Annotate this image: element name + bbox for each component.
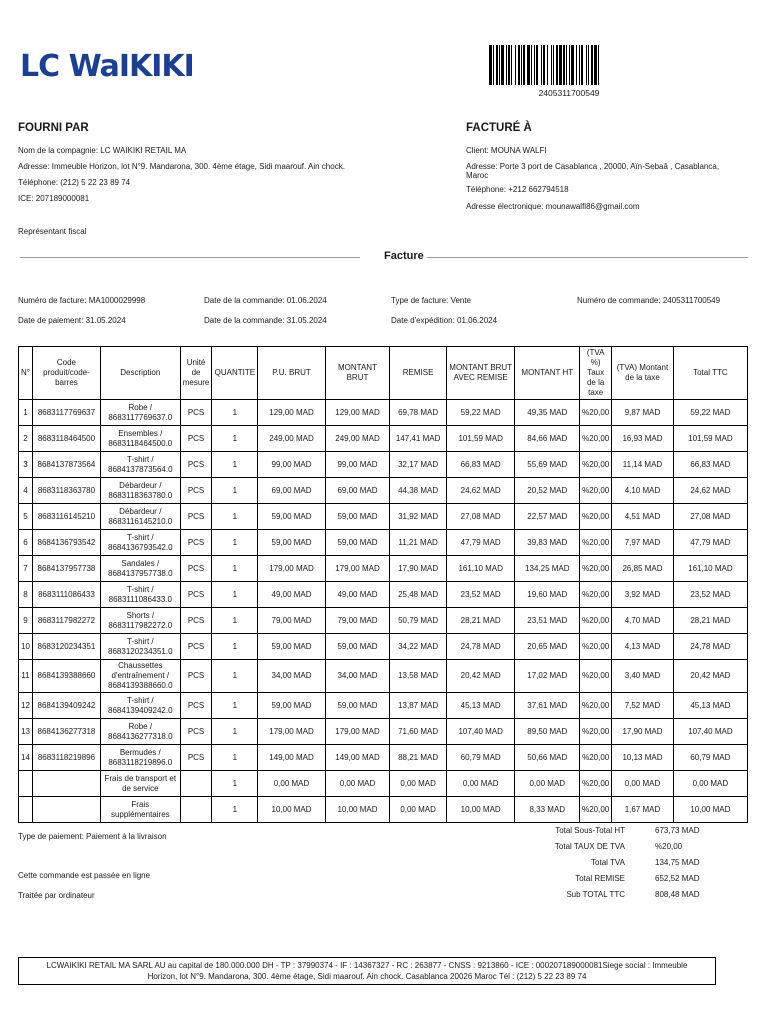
table-cell: 8683118219896 [32,745,100,771]
table-cell: %20,00 [580,582,612,608]
tax-representative: Représentant fiscal [18,227,87,236]
supplier-company: Nom de la compagnie: LC WAIKIKI RETAIL MA [18,146,187,155]
table-cell: %20,00 [580,452,612,478]
table-cell: 3,40 MAD [612,660,674,693]
table-cell: 8683118464500 [32,426,100,452]
table-cell: 107,40 MAD [446,719,515,745]
table-cell: PCS [180,582,212,608]
table-cell: 0,00 MAD [612,771,674,797]
supplier-phone: Téléphone: (212) 5 22 23 89 74 [18,178,131,187]
table-cell: 79,00 MAD [258,608,325,634]
summary-row [540,858,735,874]
table-cell: %20,00 [580,504,612,530]
column-header: MONTANT BRUT AVEC REMISE [446,347,515,400]
summary-label: Total Sous-Total HT [555,826,625,835]
table-cell: PCS [180,426,212,452]
table-cell: 1 [212,400,258,426]
table-cell: 55,69 MAD [515,452,580,478]
supplier-ice: ICE: 207189000081 [18,194,90,203]
client-address-line-2: Maroc [466,171,489,180]
table-cell: %20,00 [580,660,612,693]
column-header: MONTANT HT [515,347,580,400]
table-cell: 50,79 MAD [390,608,447,634]
table-cell: 99,00 MAD [258,452,325,478]
summary-value: 652,52 MAD [655,874,700,883]
client-address-line-1: Adresse: Porte 3 port de Casablanca , 20000, Aïn-Sebaâ , Casablanca, [466,162,720,171]
table-cell: 8684137873564 [32,452,100,478]
table-cell: Robe / 8684136277318.0 [100,719,180,745]
table-header-row [19,347,748,400]
order-date-1: Date de la commande: 01.06.2024 [204,296,327,305]
divider-right [427,257,748,258]
table-cell: 13,87 MAD [390,693,447,719]
summary-row [540,874,735,890]
table-cell: 1 [212,478,258,504]
table-cell: 10,00 MAD [673,797,747,823]
table-cell: 6 [19,530,33,556]
table-cell: 3 [19,452,33,478]
table-cell: 1 [212,582,258,608]
table-cell: 20,42 MAD [446,660,515,693]
column-header: (TVA) Montant de la taxe [612,347,674,400]
table-cell: 24,78 MAD [673,634,747,660]
table-cell: 39,83 MAD [515,530,580,556]
table-cell: 1,67 MAD [612,797,674,823]
table-cell: 24,62 MAD [673,478,747,504]
table-cell: 34,00 MAD [325,660,390,693]
table-cell: 13,58 MAD [390,660,447,693]
table-cell: 31,92 MAD [390,504,447,530]
client-email: Adresse électronique: mounawalfi86@gmail.com [466,202,640,211]
table-cell: 0,00 MAD [673,771,747,797]
table-cell: 1 [212,504,258,530]
table-cell: 10,00 MAD [446,797,515,823]
table-cell: 47,79 MAD [673,530,747,556]
invoice-number: Numéro de facture: MA1000029998 [18,296,146,305]
table-row [19,556,748,582]
table-cell: 7,97 MAD [612,530,674,556]
summary-row [540,826,735,842]
summary-value: %20,00 [655,842,683,851]
table-cell: PCS [180,504,212,530]
table-cell: 89,50 MAD [515,719,580,745]
table-cell: Débardeur / 8683118363780.0 [100,478,180,504]
table-cell: 4,10 MAD [612,478,674,504]
table-cell: 3,92 MAD [612,582,674,608]
table-cell: 69,00 MAD [258,478,325,504]
table-cell: 59,00 MAD [325,693,390,719]
summary-value: 134,75 MAD [655,858,700,867]
table-cell: 8,33 MAD [515,797,580,823]
table-cell: 25,48 MAD [390,582,447,608]
table-cell: 1 [212,745,258,771]
table-cell: PCS [180,693,212,719]
table-cell: 4,13 MAD [612,634,674,660]
table-row [19,745,748,771]
table-cell: 49,00 MAD [258,582,325,608]
table-row [19,452,748,478]
table-cell: 134,25 MAD [515,556,580,582]
table-cell: 0,00 MAD [325,771,390,797]
table-cell: 5 [19,504,33,530]
table-cell: T-shirt / 8683111086433.0 [100,582,180,608]
column-header: MONTANT BRUT [325,347,390,400]
table-cell: 27,08 MAD [673,504,747,530]
table-cell: 2 [19,426,33,452]
invoice-type: Type de facture: Vente [391,296,472,305]
table-cell [180,797,212,823]
table-cell: 59,00 MAD [325,530,390,556]
table-cell: 249,00 MAD [325,426,390,452]
column-header: P.U. BRUT [258,347,325,400]
supplier-heading: FOURNI PAR [18,122,89,134]
table-cell: 0,00 MAD [515,771,580,797]
table-cell: PCS [180,478,212,504]
table-cell: PCS [180,719,212,745]
table-cell: PCS [180,530,212,556]
table-cell: 69,00 MAD [325,478,390,504]
table-cell: 1 [212,452,258,478]
table-cell: 12 [19,693,33,719]
table-cell: 179,00 MAD [325,719,390,745]
table-cell: 47,79 MAD [446,530,515,556]
table-cell: 9 [19,608,33,634]
table-cell: 17,90 MAD [390,556,447,582]
table-cell: 59,22 MAD [446,400,515,426]
table-cell: 20,65 MAD [515,634,580,660]
table-cell: 179,00 MAD [258,719,325,745]
column-header: REMISE [390,347,447,400]
table-cell: 179,00 MAD [325,556,390,582]
table-cell: 13 [19,719,33,745]
table-cell: Robe / 8683117769637.0 [100,400,180,426]
table-cell: 20,42 MAD [673,660,747,693]
table-cell: 71,60 MAD [390,719,447,745]
table-cell: PCS [180,634,212,660]
table-cell: 149,00 MAD [325,745,390,771]
table-cell: 26,85 MAD [612,556,674,582]
table-cell [32,771,100,797]
table-cell: 8684137957738 [32,556,100,582]
barcode-number: 2405311700549 [538,88,600,98]
table-cell: 249,00 MAD [258,426,325,452]
table-cell: PCS [180,660,212,693]
table-cell [32,797,100,823]
table-cell: 45,13 MAD [446,693,515,719]
table-cell: Frais de transport et de service [100,771,180,797]
table-cell: 7 [19,556,33,582]
column-header: Code produit/code-barres [32,347,100,400]
table-cell: 8684136277318 [32,719,100,745]
table-cell: 20,52 MAD [515,478,580,504]
table-cell: T-shirt / 8684139409242.0 [100,693,180,719]
table-cell: 1 [212,530,258,556]
table-cell: 49,00 MAD [325,582,390,608]
column-header: N° [19,347,33,400]
table-cell: Débardeur / 8683116145210.0 [100,504,180,530]
table-cell: PCS [180,400,212,426]
table-cell: 8683116145210 [32,504,100,530]
table-row [19,400,748,426]
table-cell: 11 [19,660,33,693]
table-cell: 101,59 MAD [673,426,747,452]
table-cell: 23,51 MAD [515,608,580,634]
table-cell: 24,78 MAD [446,634,515,660]
table-cell: T-shirt / 8683120234351.0 [100,634,180,660]
table-cell: 1 [212,660,258,693]
table-cell: 1 [212,608,258,634]
client-phone: Téléphone: +212 662794518 [466,185,569,194]
table-cell: 60,79 MAD [673,745,747,771]
table-cell: 28,21 MAD [673,608,747,634]
table-cell: %20,00 [580,608,612,634]
table-cell: 59,00 MAD [325,504,390,530]
table-cell: 1 [212,426,258,452]
table-cell: 1 [212,556,258,582]
table-cell: Sandales / 8684137957738.0 [100,556,180,582]
table-cell: 101,59 MAD [446,426,515,452]
order-number: Numéro de commande: 2405311700549 [577,296,721,305]
table-row [19,426,748,452]
table-cell: 10,00 MAD [258,797,325,823]
table-cell: 59,00 MAD [258,504,325,530]
table-row [19,478,748,504]
summary-label: Total TVA [591,858,625,867]
table-cell: 4 [19,478,33,504]
table-cell: 22,57 MAD [515,504,580,530]
table-row [19,530,748,556]
summary-label: Total REMISE [575,874,625,883]
summary-label: Sub TOTAL TTC [566,890,625,899]
divider-left [20,257,360,258]
payment-date: Date de paiement: 31.05.2024 [18,316,126,325]
table-cell: 10,13 MAD [612,745,674,771]
table-body [19,400,748,823]
table-cell: 8683111086433 [32,582,100,608]
table-cell: %20,00 [580,693,612,719]
column-header: (TVA %) Taux de la taxe [580,347,612,400]
table-cell: PCS [180,608,212,634]
summary-row [540,890,735,906]
table-cell: 1 [212,771,258,797]
table-cell: 19,60 MAD [515,582,580,608]
table-cell: %20,00 [580,478,612,504]
table-cell: 79,00 MAD [325,608,390,634]
table-cell: Frais supplémentaires [100,797,180,823]
table-cell: 59,22 MAD [673,400,747,426]
table-row [19,771,748,797]
table-cell: 16,93 MAD [612,426,674,452]
table-cell: 23,52 MAD [673,582,747,608]
table-cell: %20,00 [580,797,612,823]
table-cell: Chaussettes d'entraînement / 8684139388660.0 [100,660,180,693]
table-cell: 69,78 MAD [390,400,447,426]
processed-note: Traitée par ordinateur [18,891,95,900]
table-cell: 161,10 MAD [446,556,515,582]
table-cell: 60,79 MAD [446,745,515,771]
table-cell: 49,35 MAD [515,400,580,426]
document-title-separator [20,250,748,264]
table-cell: 4,51 MAD [612,504,674,530]
table-cell: 0,00 MAD [258,771,325,797]
table-cell: 34,00 MAD [258,660,325,693]
table-cell: 4,70 MAD [612,608,674,634]
table-cell: 17,90 MAD [612,719,674,745]
table-cell: 11,14 MAD [612,452,674,478]
table-cell: 8683118363780 [32,478,100,504]
table-cell: 88,21 MAD [390,745,447,771]
table-cell: %20,00 [580,719,612,745]
table-row [19,797,748,823]
table-cell: 66,83 MAD [673,452,747,478]
table-cell: 8684139409242 [32,693,100,719]
brand-logo: LC WaIKIKI [20,49,194,84]
table-cell: %20,00 [580,771,612,797]
client-name: Client: MOUNA WALFI [466,146,547,155]
table-cell: T-shirt / 8684136793542.0 [100,530,180,556]
table-cell: Shorts / 8683117982272.0 [100,608,180,634]
table-cell: 59,00 MAD [258,634,325,660]
table-cell: 147,41 MAD [390,426,447,452]
table-cell: T-shirt / 8684137873564.0 [100,452,180,478]
table-cell: 45,13 MAD [673,693,747,719]
table-cell: 0,00 MAD [390,797,447,823]
table-cell: 10 [19,634,33,660]
table-cell [180,771,212,797]
table-cell: 59,00 MAD [325,634,390,660]
summary-value: 808,48 MAD [655,890,700,899]
column-header: Unité de mesure [180,347,212,400]
table-cell: 8683120234351 [32,634,100,660]
table-cell: 14 [19,745,33,771]
table-cell: 44,38 MAD [390,478,447,504]
table-cell: 7,52 MAD [612,693,674,719]
table-cell: 8684139388660 [32,660,100,693]
legal-footer [18,957,716,985]
table-cell: 161,10 MAD [673,556,747,582]
table-cell: 1 [19,400,33,426]
totals-summary [540,826,735,906]
payment-type: Type de paiement: Paiement à la livraison [18,832,167,841]
table-cell: 8684136793542 [32,530,100,556]
table-cell: 179,00 MAD [258,556,325,582]
table-row [19,693,748,719]
table-cell: 107,40 MAD [673,719,747,745]
table-cell: 50,66 MAD [515,745,580,771]
table-cell: 1 [212,797,258,823]
table-cell: 28,21 MAD [446,608,515,634]
table-cell: 9,87 MAD [612,400,674,426]
table-row [19,660,748,693]
table-cell: 37,61 MAD [515,693,580,719]
table-cell: 84,66 MAD [515,426,580,452]
table-cell [19,771,33,797]
shipping-date: Date d'expédition: 01.06.2024 [391,316,498,325]
table-cell: 24,62 MAD [446,478,515,504]
barcode-bars [489,45,669,85]
table-cell: 99,00 MAD [325,452,390,478]
order-date-2: Date de la commande: 31.05.2024 [204,316,327,325]
footer-line-1: LCWAIKIKI RETAIL MA SARL AU au capital de 180.000.000 DH - TP : 37990374 - IF : 14367327 - RC : 263877 - CNSS : 9213860 - ICE : 000207189000081Siege social : Immeuble [46,961,688,970]
table-cell: 8 [19,582,33,608]
table-cell: 129,00 MAD [325,400,390,426]
table-cell: 10,00 MAD [325,797,390,823]
table-cell: %20,00 [580,745,612,771]
table-cell: 32,17 MAD [390,452,447,478]
table-cell: %20,00 [580,530,612,556]
table-cell: Bermudes / 8683118219896.0 [100,745,180,771]
table-cell: 11,21 MAD [390,530,447,556]
footer-line-2: Horizon, lot N°9. Mandarona, 300. 4ème étage, Sidi maarouf. Ain chock. Casablanca 20026 Maroc Tél : (212) 5 22 23 89 74 [147,972,587,981]
table-cell: 1 [212,693,258,719]
table-cell: PCS [180,452,212,478]
barcode-space [599,45,601,85]
table-cell: %20,00 [580,426,612,452]
table-cell: Ensembles / 8683118464500.0 [100,426,180,452]
invoice-items-table [18,346,748,823]
table-cell: PCS [180,556,212,582]
table-row [19,582,748,608]
summary-label: Total TAUX DE TVA [554,842,625,851]
online-order-note: Cette commande est passée en ligne [18,871,151,880]
column-header: Total TTC [673,347,747,400]
table-row [19,504,748,530]
table-cell: 66,83 MAD [446,452,515,478]
table-cell: 129,00 MAD [258,400,325,426]
order-barcode [489,45,669,99]
table-cell: %20,00 [580,400,612,426]
table-cell: %20,00 [580,556,612,582]
table-cell: 8683117769637 [32,400,100,426]
table-cell: PCS [180,745,212,771]
table-cell: 149,00 MAD [258,745,325,771]
table-cell [19,797,33,823]
table-row [19,608,748,634]
table-cell: 8683117982272 [32,608,100,634]
document-title: Facture [384,250,424,262]
table-cell: 34,22 MAD [390,634,447,660]
table-cell: 17,02 MAD [515,660,580,693]
table-row [19,719,748,745]
column-header: Description [100,347,180,400]
table-row [19,634,748,660]
summary-row [540,842,735,858]
table-cell: 0,00 MAD [446,771,515,797]
table-cell: 23,52 MAD [446,582,515,608]
column-header: QUANTITE [212,347,258,400]
client-heading: FACTURÉ À [466,122,532,134]
supplier-address: Adresse: Immeuble Horizon, lot N°9. Mandarona, 300. 4ème étage, Sidi maarouf. Ain chock. [18,162,345,171]
table-cell: 1 [212,719,258,745]
table-cell: 59,00 MAD [258,530,325,556]
table-cell: 27,08 MAD [446,504,515,530]
table-cell: %20,00 [580,634,612,660]
table-cell: 0,00 MAD [390,771,447,797]
table-cell: 59,00 MAD [258,693,325,719]
summary-value: 673,73 MAD [655,826,700,835]
table-cell: 1 [212,634,258,660]
